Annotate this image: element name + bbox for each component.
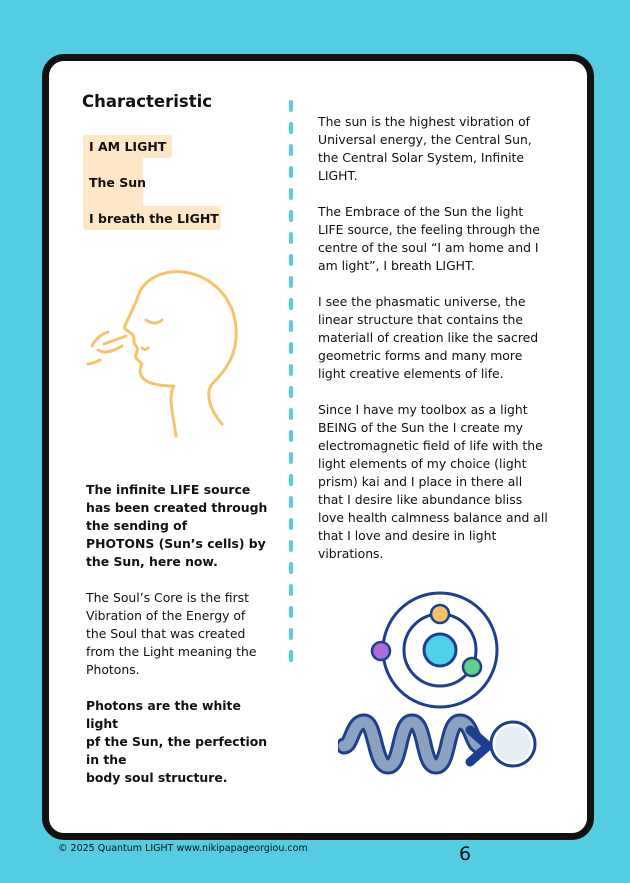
- text-line: body soul structure.: [86, 770, 228, 785]
- text-line: Universal energy, the Central Sun,: [318, 132, 532, 147]
- page-heading: Characteristic: [82, 92, 213, 111]
- text-line: love health calmness balance and all: [318, 510, 548, 525]
- text-line: I see the phasmatic universe, the: [318, 294, 526, 309]
- text-line: the Sun, here now.: [86, 554, 218, 569]
- text-line: has been created through: [86, 500, 268, 515]
- text-line: that I love and desire in light: [318, 528, 497, 543]
- text-line: PHOTONS (Sun’s cells) by: [86, 536, 266, 551]
- text-line: geometric forms and many more: [318, 348, 523, 363]
- left-paragraph-3: [86, 697, 276, 787]
- left-paragraph-1: [86, 481, 276, 571]
- text-line: materiall of creation like the sacred: [318, 330, 539, 345]
- left-paragraph-2: [86, 589, 276, 679]
- face-breathing-icon: [84, 268, 244, 448]
- atom-icon: [370, 590, 500, 710]
- tag-i-am-light: I AM LIGHT: [89, 139, 167, 154]
- text-line: The Soul’s Core is the first: [86, 590, 249, 605]
- text-line: The Embrace of the Sun the light: [318, 204, 524, 219]
- text-line: linear structure that contains the: [318, 312, 523, 327]
- text-line: am light”, I breath LIGHT.: [318, 258, 476, 273]
- text-line: LIGHT.: [318, 168, 358, 183]
- text-line: Photons are the white light: [86, 698, 241, 731]
- text-line: electromagnetic field of life with the: [318, 438, 543, 453]
- text-line: Vibration of the Energy of: [86, 608, 246, 623]
- text-line: the Soul that was created: [86, 626, 246, 641]
- text-line: centre of the soul “I am home and I: [318, 240, 539, 255]
- footer-copyright: © 2025 Quantum LIGHT www.nikipapageorgiou.com: [58, 843, 308, 854]
- text-line: prism) kai and I place in there all: [318, 474, 523, 489]
- text-line: in the: [86, 752, 127, 767]
- tag-breath-light: I breath the LIGHT: [89, 211, 219, 226]
- text-line: LIFE source, the feeling through the: [318, 222, 540, 237]
- text-line: the Central Solar System, Infinite: [318, 150, 525, 165]
- tag-the-sun: The Sun: [89, 175, 147, 190]
- text-line: from the Light meaning the: [86, 644, 257, 659]
- text-line: vibrations.: [318, 546, 384, 561]
- text-line: that I desire like abundance bliss: [318, 492, 523, 507]
- text-line: BEING of the Sun the I create my: [318, 420, 523, 435]
- page-number: 6: [459, 843, 472, 865]
- text-line: Since I have my toolbox as a light: [318, 402, 528, 417]
- text-line: light creative elements of life.: [318, 366, 504, 381]
- text-line: light elements of my choice (light: [318, 456, 527, 471]
- right-paragraph-4: [318, 401, 562, 563]
- text-line: Photons.: [86, 662, 140, 677]
- column-divider: [286, 100, 296, 670]
- right-paragraph-3: [318, 293, 562, 383]
- text-line: pf the Sun, the perfection: [86, 734, 268, 749]
- text-line: the sending of: [86, 518, 188, 533]
- right-paragraph-2: [318, 203, 562, 275]
- photon-wave-icon: [338, 712, 538, 776]
- text-line: The sun is the highest vibration of: [318, 114, 531, 129]
- text-line: The infinite LIFE source: [86, 482, 251, 497]
- right-paragraph-1: [318, 113, 562, 185]
